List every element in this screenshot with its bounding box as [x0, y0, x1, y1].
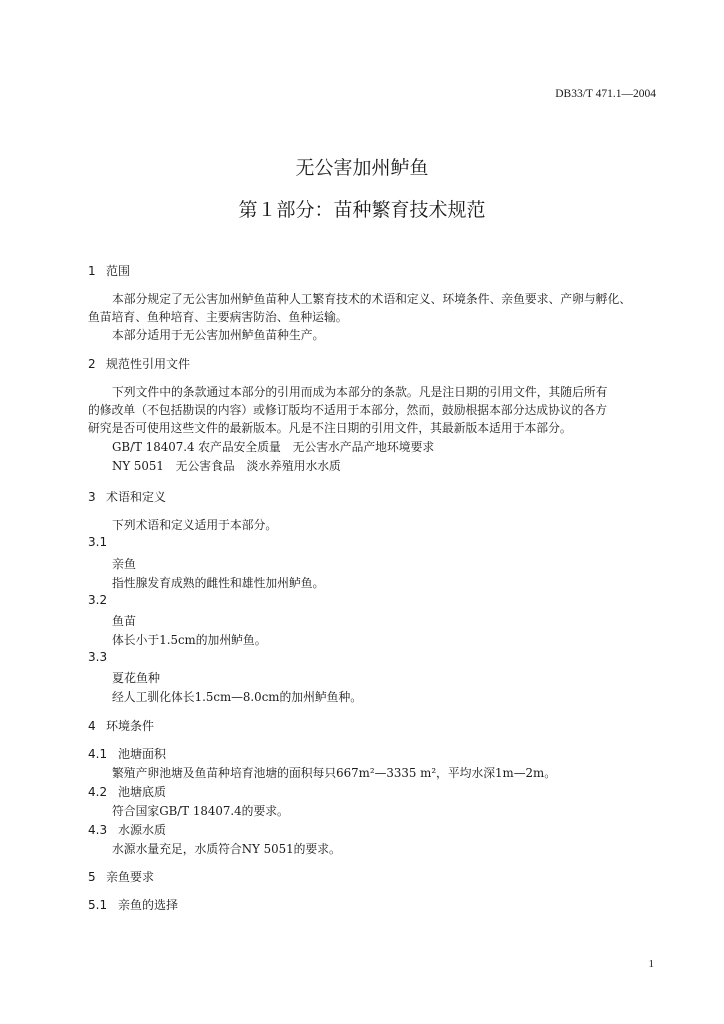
- subsection-number: 4.1: [88, 747, 108, 761]
- subsection-title: 池塘底质: [118, 785, 167, 799]
- paragraph-line: 本部分适用于无公害加州鲈鱼苗种生产。: [112, 328, 325, 342]
- section-heading-5: [88, 868, 154, 885]
- page-number: 1: [648, 958, 654, 970]
- subsection-number: 5.1: [88, 898, 108, 912]
- paragraph-line: 的修改单（不包括勘误的内容）或修订版均不适用于本部分，然而，鼓励根据本部分达成协议的各方: [88, 403, 608, 417]
- section-title: 术语和定义: [106, 490, 167, 504]
- paragraph-line: 繁殖产卵池塘及鱼苗种培育池塘的面积每只667m²—3335 m²，平均水深1m—2m。: [112, 766, 557, 780]
- section-heading-1: [88, 262, 130, 279]
- section-title: 规范性引用文件: [106, 357, 191, 371]
- document-title: 无公害加州鲈鱼: [295, 157, 429, 179]
- reference-item: NY 5051 无公害食品 淡水养殖用水水质: [112, 459, 341, 473]
- term-number: 3.1: [88, 535, 108, 549]
- subsection-heading: [88, 745, 166, 762]
- paragraph-line: 本部分规定了无公害加州鲈鱼苗种人工繁育技术的术语和定义、环境条件、亲鱼要求、产卵与孵化、: [112, 292, 632, 306]
- section-title: 亲鱼要求: [106, 870, 155, 884]
- paragraph-line: 下列文件中的条款通过本部分的引用而成为本部分的条款。凡是注日期的引用文件，其随后所有: [112, 385, 608, 399]
- subsection-title: 亲鱼的选择: [118, 898, 179, 912]
- section-number: 2: [88, 357, 96, 371]
- section-heading-3: [88, 488, 166, 505]
- document-subtitle: 第１部分：苗种繁育技术规范: [238, 199, 486, 221]
- term-name: 夏花鱼种: [112, 671, 161, 685]
- subsection-heading: [88, 896, 178, 913]
- paragraph-line: 鱼苗培育、鱼种培育、主要病害防治、鱼种运输。: [88, 310, 348, 324]
- subsection-heading: [88, 783, 166, 800]
- subsection-number: 4.2: [88, 785, 108, 799]
- section-number: 1: [88, 264, 96, 278]
- subsection-number: 4.3: [88, 823, 108, 837]
- section-title: 范围: [106, 264, 131, 278]
- reference-item: GB/T 18407.4 农产品安全质量 无公害水产品产地环境要求: [112, 440, 435, 454]
- term-number: 3.2: [88, 593, 108, 607]
- subsection-heading: [88, 821, 166, 838]
- section-number: 5: [88, 870, 96, 884]
- standard-number: DB33/T 471.1—2004: [555, 88, 656, 100]
- section-number: 3: [88, 490, 96, 504]
- paragraph-line: 下列术语和定义适用于本部分。: [112, 518, 278, 532]
- term-name: 鱼苗: [112, 614, 137, 628]
- subsection-title: 水源水质: [118, 823, 167, 837]
- section-heading-4: [88, 717, 154, 734]
- term-definition: 指性腺发育成熟的雌性和雄性加州鲈鱼。: [112, 576, 325, 590]
- term-definition: 体长小于1.5cm的加州鲈鱼。: [112, 633, 267, 647]
- subsection-title: 池塘面积: [118, 747, 167, 761]
- section-title: 环境条件: [106, 719, 155, 733]
- paragraph-line: 水源水量充足，水质符合NY 5051的要求。: [112, 842, 341, 856]
- term-name: 亲鱼: [112, 557, 137, 571]
- section-number: 4: [88, 719, 96, 733]
- section-heading-2: [88, 355, 190, 372]
- term-number: 3.3: [88, 650, 108, 664]
- paragraph-line: 研究是否可使用这些文件的最新版本。凡是不注日期的引用文件，其最新版本适用于本部分。: [88, 421, 572, 435]
- term-definition: 经人工驯化体长1.5cm—8.0cm的加州鲈鱼种。: [112, 690, 363, 704]
- paragraph-line: 符合国家GB/T 18407.4的要求。: [112, 804, 289, 818]
